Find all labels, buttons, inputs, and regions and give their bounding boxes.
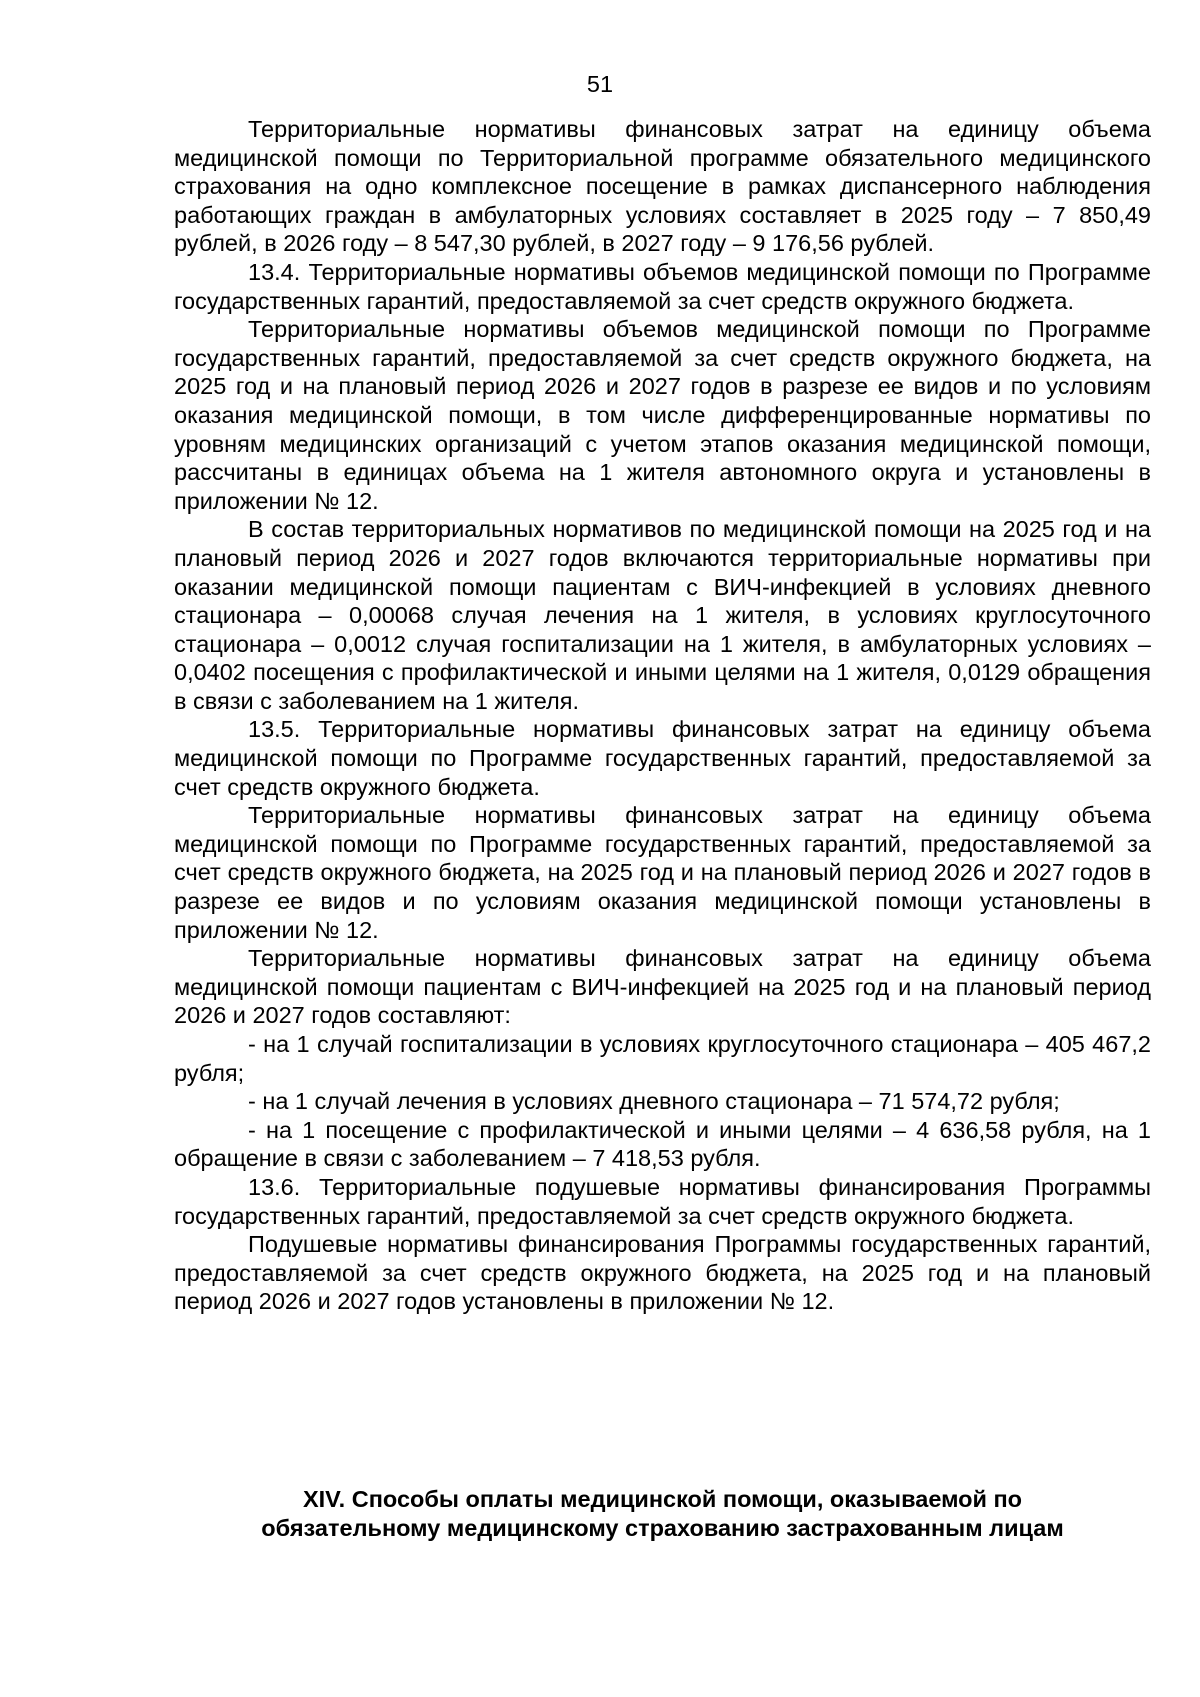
paragraph-13-6-heading: 13.6. Территориальные подушевые нормативы финансирования Программы государственных гарантий, предоставляемой за счет средств окружного бюджета. [174,1173,1151,1229]
paragraph-13-4-heading: 13.4. Территориальные нормативы объемов медицинской помощи по Программе государственных гарантий, предоставляемой за счет средств окружного бюджета. [174,258,1151,314]
section-heading-line-1: XIV. Способы оплаты медицинской помощи, оказываемой по [302,1486,1023,1512]
paragraph-13-5-heading: 13.5. Территориальные нормативы финансовых затрат на единицу объема медицинской помощи по Программе государственных гарантий, предоставляемой за счет средств окружного бюджета. [174,716,1151,800]
list-item-day-hospital: - на 1 случай лечения в условиях дневного стационара – 71 574,72 рубля; [248,1088,1060,1115]
paragraph-per-capita-norms: Подушевые нормативы финансирования Программы государственных гарантий, предоставляемой за счет средств окружного бюджета, на 2025 год и на плановый период 2026 и 2027 годов установлены в приложении № 12. [174,1231,1151,1315]
section-heading-line-2: обязательному медицинскому страхованию застрахованным лицам [261,1515,1064,1541]
paragraph-hiv-financial-norms: Территориальные нормативы финансовых затрат на единицу объема медицинской помощи пациентам с ВИЧ-инфекцией на 2025 год и на плановый период 2026 и 2027 годов составляют: [174,945,1151,1029]
paragraph-financial-norms: Территориальные нормативы финансовых затрат на единицу объема медицинской помощи по Программе государственных гарантий, предоставляемой за счет средств окружного бюджета, на 2025 год и на плановый период 2026 и 2027 годов в разрезе ее видов и по условиям оказания медицинской помощи установлены в приложении № 12. [174,802,1151,943]
list-item-visit: - на 1 посещение с профилактической и иными целями – 4 636,58 рубля, на 1 обращение в связи с заболеванием – 7 418,53 рубля. [174,1116,1151,1172]
paragraph-volume-norms: Территориальные нормативы объемов медицинской помощи по Программе государственных гарантий, предоставляемой за счет средств окружного бюджета, на 2025 год и на плановый период 2026 и 2027 годов в разрезе ее видов и по условиям оказания медицинской помощи, в том числе дифференцированные нормативы по уровням медицинских организаций с учетом этапов оказания медицинской помощи, рассчитаны в единицах объема на 1 жителя автономного округа и установлены в приложении № 12. [174,316,1151,514]
section-heading-xiv [174,1485,1151,1543]
document-body [174,115,1151,1316]
page-number: 51 [586,71,614,97]
paragraph-hiv-volume-norms: В состав территориальных нормативов по медицинской помощи на 2025 год и на плановый период 2026 и 2027 годов включаются территориальные нормативы при оказании медицинской помощи пациентам с ВИЧ-инфекцией в условиях дневного стационара – 0,00068 случая лечения на 1 жителя, в условиях круглосуточного стационара – 0,0012 случая госпитализации на 1 жителя, в амбулаторных условиях – 0,0402 посещения с профилактической и иными целями на 1 жителя, 0,0129 обращения в связи с заболеванием на 1 жителя. [174,516,1151,714]
paragraph-financial-costs-dispensary: Территориальные нормативы финансовых затрат на единицу объема медицинской помощи по Территориальной программе обязательного медицинского страхования на одно комплексное посещение в рамках диспансерного наблюдения работающих граждан в амбулаторных условиях составляет в 2025 году – 7 850,49 рублей, в 2026 году – 8 547,30 рублей, в 2027 году – 9 176,56 рублей. [174,116,1151,257]
list-item-hospitalization: - на 1 случай госпитализации в условиях круглосуточного стационара – 405 467,2 рубля; [174,1031,1151,1086]
